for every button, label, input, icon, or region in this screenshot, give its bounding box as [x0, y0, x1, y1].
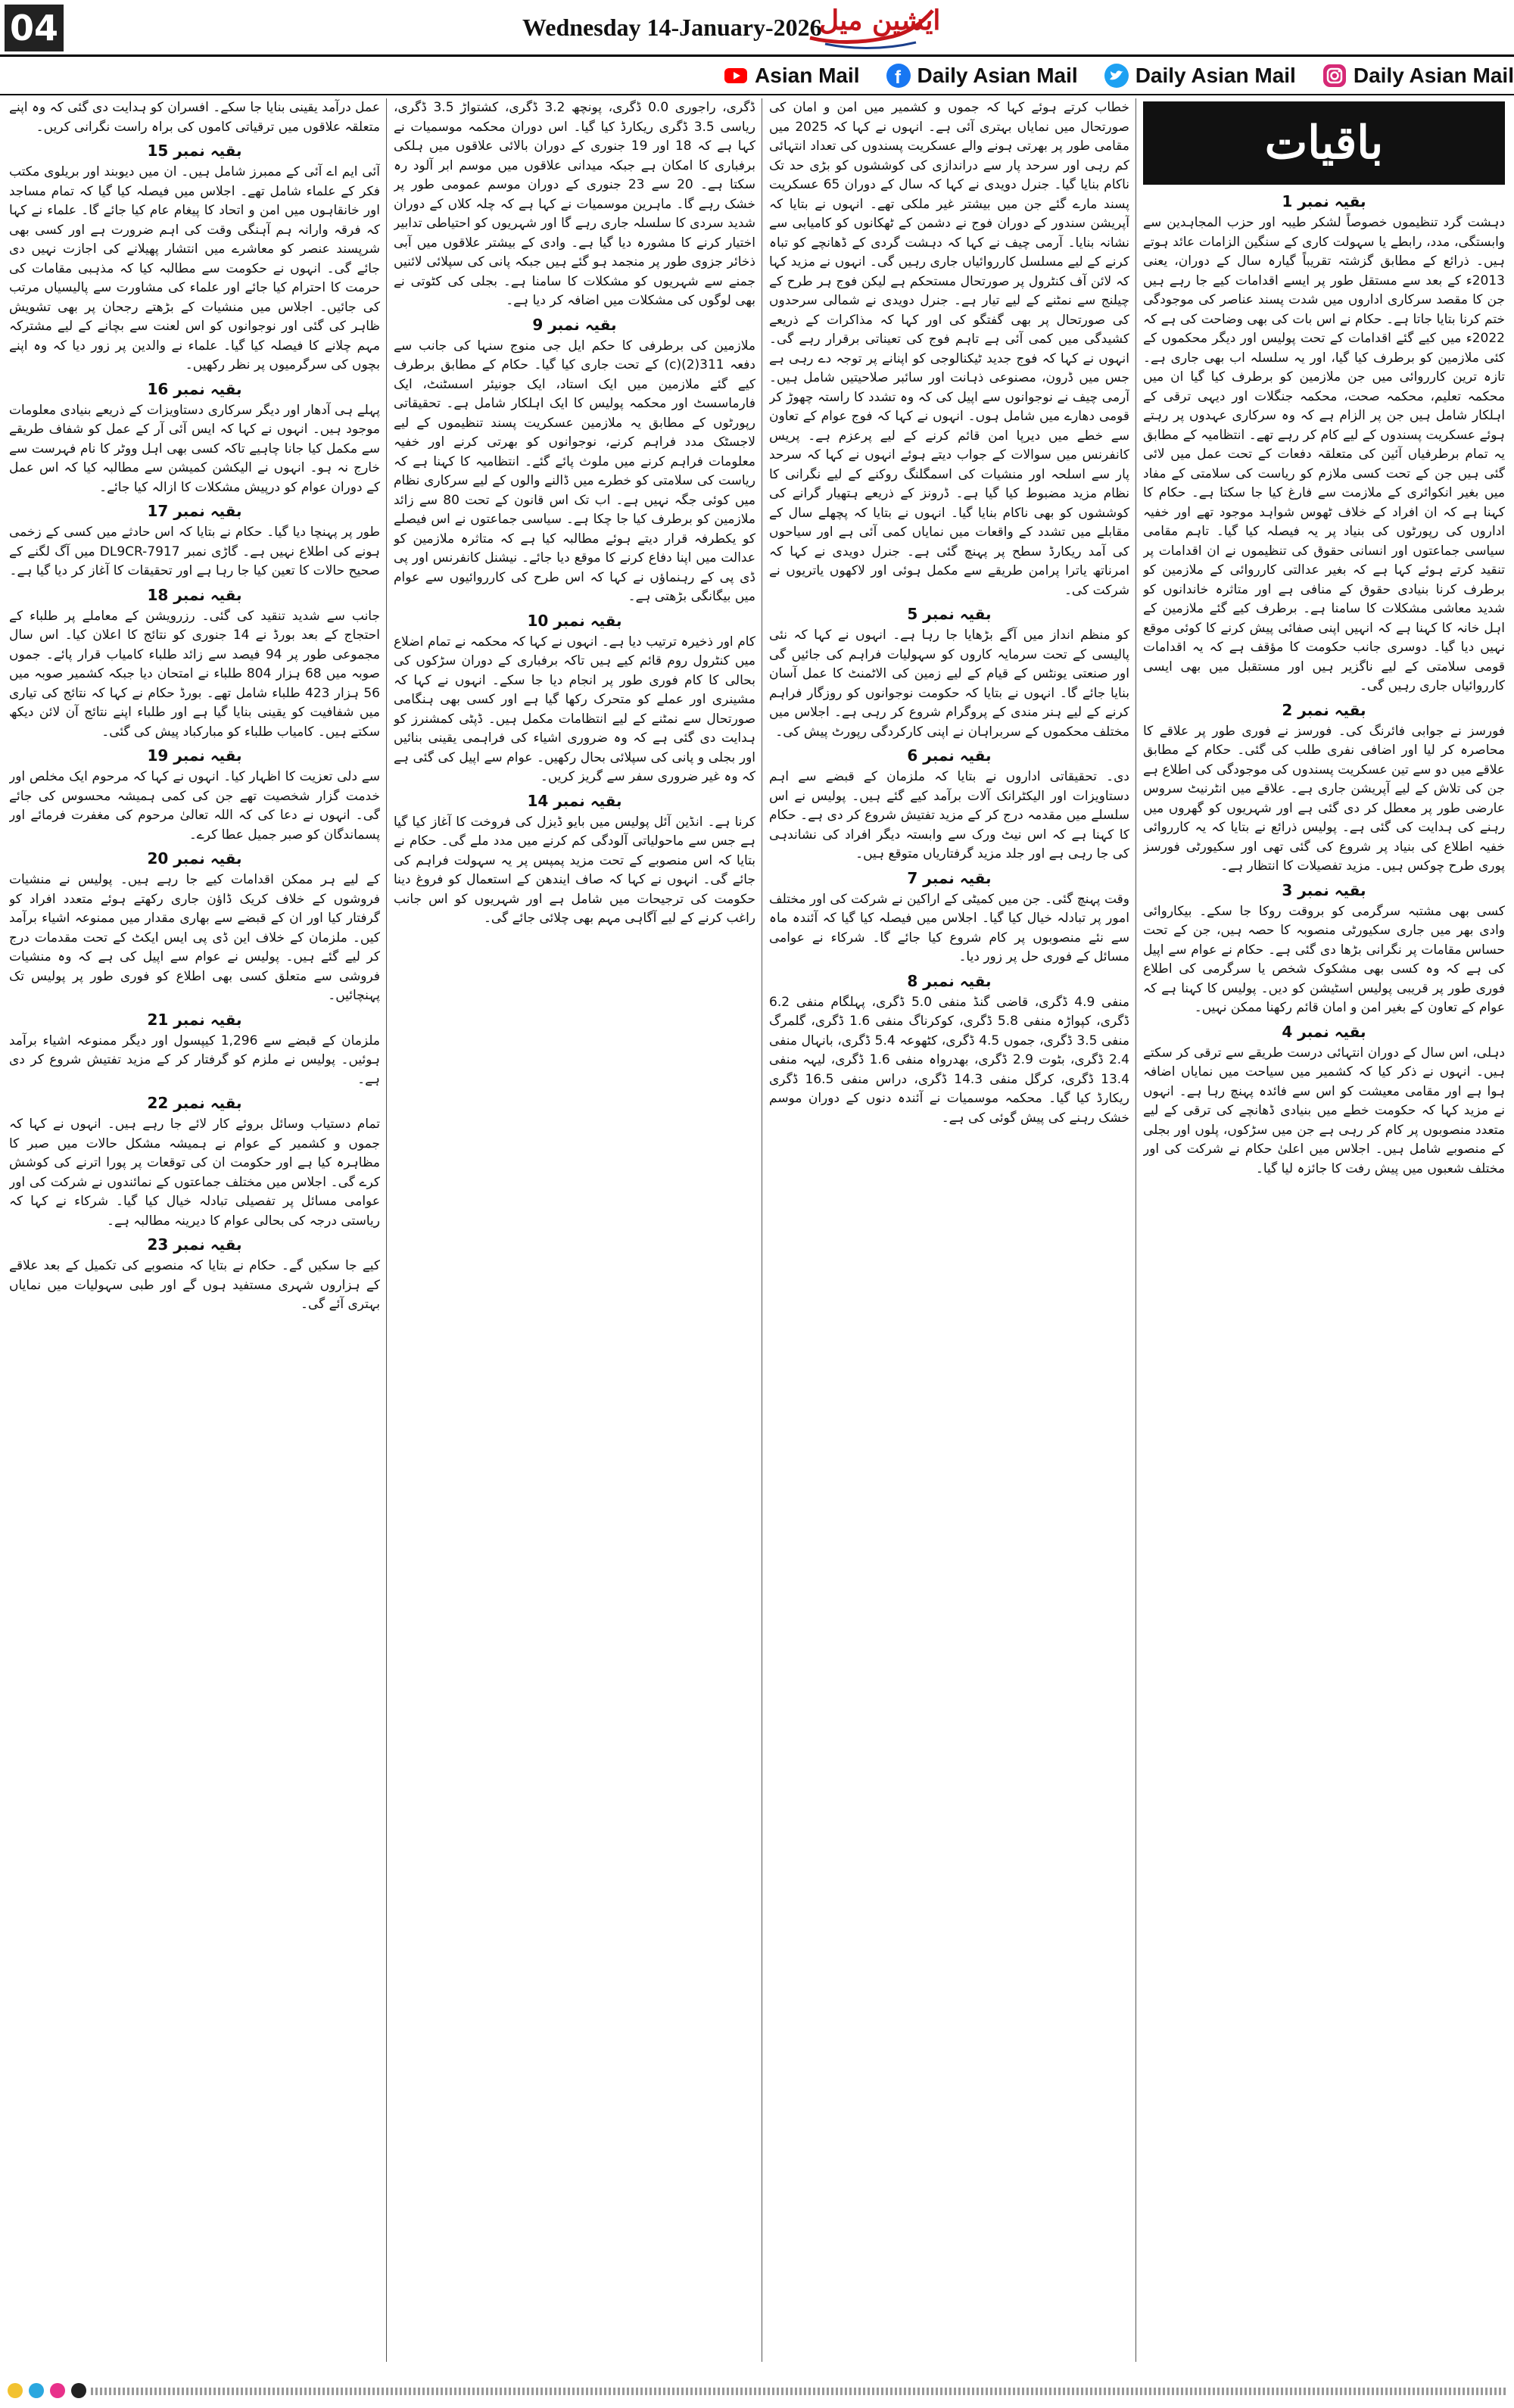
- column-2: [769, 98, 1129, 2362]
- article-body: کے لیے ہر ممکن اقدامات کیے جا رہے ہیں۔ پولیس نے منشیات فروشوں کے خلاف کریک ڈاؤن جاری رکھتے ہوئے متعدد افراد کو گرفتار کیا اور ان کے قبضے سے بھاری مقدار میں ممنوعہ اشیاء برآمد کیں۔ ملزمان کے خلاف این ڈی پی ایس ایکٹ کے تحت مقدمات درج کر لیے گئے ہیں۔ پولیس نے عوام سے اپیل کی ہے کہ وہ منشیات فروشی سے متعلق کسی بھی اطلاع کو فوری طور پر پولیس تک پہنچائیں۔: [9, 872, 380, 1003]
- article: [1143, 1023, 1505, 1179]
- page-number: 04: [5, 5, 64, 51]
- issue-date: Wednesday 14-January-2026: [522, 14, 822, 41]
- social-youtube-label: Asian Mail: [755, 64, 860, 87]
- article-body: منفی 4.9 ڈگری، قاضی گنڈ منفی 5.0 ڈگری، پہلگام منفی 6.2 ڈگری، کپواڑہ منفی 5.8 ڈگری، کوکرناگ منفی 1.6 ڈگری، گلمرگ منفی 3.5 ڈگری، جموں 4.5 ڈگری، کٹھوعہ 5.4 ڈگری، بانہال منفی 2.4 ڈگری، بٹوت 2.9 ڈگری، بھدرواہ منفی 1.6 ڈگری، لیہہ منفی 13.4 ڈگری، کرگل منفی 14.3 ڈگری، دراس منفی 16.5 ڈگری ریکارڈ کیا گیا۔ محکمہ موسمیات نے آئندہ دنوں کے دوران موسم خشک رہنے کی پیش گوئی کی ہے۔: [769, 994, 1129, 1126]
- article: [769, 746, 1129, 864]
- article: [9, 586, 380, 743]
- article: [394, 792, 755, 929]
- column-baqiyat: [1143, 98, 1505, 2362]
- youtube-icon: [723, 63, 749, 89]
- article-heading: بقیہ نمبر 6: [907, 746, 992, 765]
- article-heading: بقیہ نمبر 15: [147, 142, 242, 160]
- article-heading: بقیہ نمبر 4: [1282, 1022, 1366, 1041]
- article-body: تمام دستیاب وسائل بروئے کار لائے جا رہے ہیں۔ انہوں نے کہا کہ جموں و کشمیر کے عوام نے ہمیشہ مشکل حالات میں صبر کا مظاہرہ کیا ہے اور حکومت ان کی توقعات پر پورا اترنے کی کوشش کرے گی۔ اجلاس میں مختلف جماعتوں کے نمائندوں نے شرکت کی اور عوامی مسائل پر تفصیلی تبادلہ خیال کیا گیا۔ شرکاء نے کہا کہ ریاستی درجہ کی بحالی عوام کا دیرینہ مطالبہ ہے۔: [9, 1117, 380, 1229]
- article-heading: بقیہ نمبر 22: [147, 1094, 242, 1112]
- article-body: خطاب کرتے ہوئے کہا کہ جموں و کشمیر میں امن و امان کی صورتحال میں نمایاں بہتری آئی ہے۔ انہوں نے کہا کہ 2025 میں مقامی طور پر بھرتی ہونے والے عسکریت پسندوں کی تعداد انتہائی کم رہی اور سرحد پار سے دراندازی کی کوششوں کو بڑی حد تک ناکام بنایا گیا۔ جنرل دویدی نے کہا کہ سال کے دوران 65 عسکریت پسند مارے گئے جن میں بیشتر غیر ملکی تھے۔ انہوں نے بتایا کہ آپریشن سندور کے دوران فوج نے دشمن کے ٹھکانوں کو کامیابی سے نشانہ بنایا۔ آرمی چیف نے کہا کہ دہشت گردی کے ڈھانچے کو تباہ کرنے کے لیے مسلسل کارروائیاں جاری رہیں گی۔ انہوں نے مزید کہا کہ لائن آف کنٹرول پر صورتحال مستحکم ہے لیکن فوج ہر طرح کے چیلنج سے نمٹنے کے لیے تیار ہے۔ جنرل دویدی نے شمالی سرحدوں کی صورتحال پر بھی گفتگو کی اور کہا کہ مذاکرات کے ذریعے کشیدگی میں کمی آئی ہے تاہم فوج کی تعیناتی برقرار رہے گی۔ انہوں نے کہا کہ فوج جدید ٹیکنالوجی کو اپنانے پر توجہ دے رہی ہے جس میں ڈرون، مصنوعی ذہانت اور سائبر صلاحیتیں شامل ہیں۔ آرمی چیف نے نوجوانوں سے اپیل کی کہ وہ تشدد کا راستہ چھوڑ کر قومی دھارے میں شامل ہوں۔ انہوں نے کہا کہ فوج عوام کے تعاون سے خطے میں دیرپا امن قائم کرنے کے لیے پرعزم ہے۔ پریس کانفرنس میں سوالات کے جواب دیتے ہوئے انہوں نے کہا کہ سرحد پار سے اسلحہ اور منشیات کی اسمگلنگ روکنے کے لیے نگرانی کا نظام مزید مضبوط کیا گیا ہے۔ ڈرونز کے ذریعے ہتھیار گرانے کی کوششوں کو بھی ناکام بنایا گیا۔ انہوں نے بتایا کہ پچھلے سال کے مقابلے میں تشدد کے واقعات میں نمایاں کمی آئی ہے اور سیاحوں کی آمد ریکارڈ سطح پر پہنچ گئی ہے۔ جنرل دویدی نے کہا کہ امرناتھ یاترا پرامن طریقے سے مکمل ہوئی اور لاکھوں یاتریوں نے شرکت کی۔: [769, 100, 1129, 598]
- article-heading: بقیہ نمبر 18: [147, 585, 242, 604]
- article-heading: بقیہ نمبر 5: [907, 605, 992, 623]
- column-3: [394, 98, 755, 2362]
- article-heading: بقیہ نمبر 10: [527, 611, 622, 630]
- twitter-icon: [1104, 63, 1129, 89]
- article: [9, 98, 380, 137]
- section-title: باقیات: [1143, 101, 1505, 185]
- article: [1143, 881, 1505, 1018]
- article: [9, 746, 380, 845]
- article: [9, 502, 380, 581]
- article-body: طور پر پہنچا دیا گیا۔ حکام نے بتایا کہ اس حادثے میں کسی کے زخمی ہونے کی اطلاع نہیں ہے۔ گاڑی نمبر DL9CR-7917 میں آگ لگنے کے صحیح حالات کا تعین کیا جا رہا ہے اور تحقیقات کا آغاز کر دیا گیا ہے۔: [9, 525, 380, 578]
- footer-dot: [29, 2383, 44, 2398]
- page-header: [0, 0, 1514, 98]
- article: [769, 869, 1129, 967]
- facebook-icon: [886, 63, 911, 89]
- social-twitter[interactable]: [1104, 63, 1296, 89]
- footer-color-dots: [8, 2383, 86, 2398]
- article: [769, 972, 1129, 1129]
- article-heading: بقیہ نمبر 2: [1282, 700, 1366, 719]
- article-heading: بقیہ نمبر 9: [532, 315, 617, 334]
- article-body: سے دلی تعزیت کا اظہار کیا۔ انہوں نے کہا کہ مرحوم ایک مخلص اور خدمت گزار شخصیت تھے جن کی کمی ہمیشہ محسوس کی جائے گی۔ انہوں نے دعا کی کہ اللہ تعالیٰ مرحوم کی مغفرت فرمائے اور پسماندگان کو صبر جمیل عطا کرے۔: [9, 769, 380, 843]
- article: [9, 380, 380, 498]
- article-body: کسی بھی مشتبہ سرگرمی کو بروقت روکا جا سکے۔ بیکاروائی وادی بھر میں جاری سکیورٹی منصوبہ کا حصہ ہیں، جن کے تحت حساس مقامات پر نگرانی بڑھا دی گئی ہے۔ حکام نے عوام سے اپیل کی ہے کہ وہ کسی بھی مشکوک شخص یا سرگرمی کی اطلاع فوری طور پر قریبی پولیس اسٹیشن کو دیں۔ پولیس کا کہنا ہے کہ عوام کے تعاون کے بغیر امن و امان قائم رکھنا ممکن نہیں۔: [1143, 903, 1505, 1015]
- article-body: ملزمان کے قبضے سے 1,296 کیپسول اور دیگر ممنوعہ اشیاء برآمد ہوئیں۔ پولیس نے ملزم کو گرفتار کر کے مزید تفتیش شروع کر دی ہے۔: [9, 1033, 380, 1087]
- article: [9, 1235, 380, 1315]
- article-heading: بقیہ نمبر 1: [1282, 192, 1366, 210]
- article-heading: بقیہ نمبر 23: [147, 1235, 242, 1254]
- article: [394, 98, 755, 311]
- article-body: عمل درآمد یقینی بنایا جا سکے۔ افسران کو ہدایت دی گئی کہ وہ اپنے متعلقہ علاقوں میں ترقیاتی کاموں کی براہ راست نگرانی کریں۔: [9, 100, 380, 135]
- page-footer: [0, 2377, 1514, 2408]
- instagram-icon: [1322, 63, 1347, 89]
- article-heading: بقیہ نمبر 3: [1282, 880, 1366, 899]
- article-body: کو منظم انداز میں آگے بڑھایا جا رہا ہے۔ انہوں نے کہا کہ نئی پالیسی کے تحت سرمایہ کاروں کو سہولیات فراہم کی جائیں گی اور صنعتی یونٹس کے قیام کے لیے زمین کی الاٹمنٹ کا عمل آسان بنایا جائے گا۔ انہوں نے بتایا کہ حکومت نوجوانوں کو روزگار فراہم کرنے کے لیے ہنر مندی کے پروگرام شروع کر رہی ہے۔ اجلاس میں مختلف محکموں کے سربراہان نے اپنی کارکردگی رپورٹ پیش کی۔: [769, 628, 1129, 740]
- social-facebook-label: Daily Asian Mail: [917, 64, 1078, 87]
- article-body: کام اور ذخیرہ ترتیب دیا ہے۔ انہوں نے کہا کہ محکمہ نے تمام اضلاع میں کنٹرول روم قائم کیے ہیں تاکہ برفباری کے دوران سڑکوں کی بحالی کا کام فوری طور پر انجام دیا جا سکے۔ انہوں نے کہا کہ مشینری اور عملے کو متحرک رکھا گیا ہے اور کسی بھی ہنگامی صورتحال سے نمٹنے کے لیے انتظامات مکمل ہیں۔ ڈپٹی کمشنرز کو ہدایت دی گئی ہے کہ وہ ضروری اشیاء کی فراہمی یقینی بنائیں اور بجلی و پانی کی سپلائی بحال رکھیں۔ عوام سے اپیل کی گئی ہے کہ وہ غیر ضروری سفر سے گریز کریں۔: [394, 634, 755, 784]
- footer-dot: [50, 2383, 65, 2398]
- article-heading: بقیہ نمبر 19: [147, 746, 242, 765]
- social-youtube[interactable]: [723, 63, 859, 89]
- article-heading: بقیہ نمبر 7: [907, 868, 992, 887]
- social-divider: [0, 94, 1514, 95]
- svg-text:f: f: [894, 67, 901, 88]
- article-body: دی۔ تحقیقاتی اداروں نے بتایا کہ ملزمان کے قبضے سے اہم دستاویزات اور الیکٹرانک آلات برآمد کیے گئے ہیں۔ پولیس نے اس سلسلے میں مقدمہ درج کر کے مزید تفتیش شروع کر دی ہے۔ حکام کا کہنا ہے کہ اس نیٹ ورک سے وابستہ دیگر افراد کی نشاندہی کی جا رہی ہے اور جلد مزید گرفتاریاں متوقع ہیں۔: [769, 769, 1129, 861]
- column-divider: [386, 98, 387, 2362]
- column-4: [9, 98, 380, 2362]
- article: [394, 316, 755, 607]
- article-heading: بقیہ نمبر 16: [147, 379, 242, 398]
- masthead-title: ایشین میل: [819, 5, 941, 36]
- article-body: دہشت گرد تنظیموں خصوصاً لشکر طیبہ اور حزب المجاہدین سے وابستگی، مدد، رابطے یا سہولت کاری کے سنگین الزامات عائد ہوتے ہیں۔ ذرائع کے مطابق گزشتہ تقریباً گیارہ سال کے دوران، یعنی 2013ء کے بعد سے مستقل طور پر ایسے اقدامات کیے جا رہے ہیں جن کا مقصد سرکاری اداروں میں شدت پسند عناصر کی موجودگی ختم کرنا بتایا جاتا ہے۔ حکام نے اس بات کی بھی وضاحت کی ہے کہ 2022ء میں کیے گئے اقدامات کے تحت پولیس اور دیگر محکموں کے کئی ملازمین کو برطرف کیا گیا، اور یہ سلسلہ اب بھی جاری ہے۔ تازہ ترین کارروائی میں جن ملازمین کو برطرف کیا گیا ان میں محکمہ تعلیم، محکمہ صحت، محکمہ جنگلات اور دیہی ترقی کے اہلکار شامل ہیں جن پر الزام ہے کہ وہ سرکاری عہدوں پر رہتے ہوئے عسکریت پسندوں کے لیے کام کر رہے تھے۔ انتظامیہ کے مطابق یہ تمام برطرفیاں آئین کی متعلقہ دفعات کے تحت عمل میں لائی گئی ہیں جن کے تحت کسی ملازم کو ریاست کی سلامتی کے مفاد میں بغیر انکوائری کے ملازمت سے فارغ کیا جا سکتا ہے۔ حکام کا کہنا ہے کہ ان افراد کے خلاف ٹھوس شواہد موجود تھے اور خفیہ اداروں کی رپورٹوں کی بنیاد پر یہ فیصلہ کیا گیا۔ تاہم مقامی سیاسی جماعتوں اور انسانی حقوق کی تنظیموں نے ان اقدامات پر تنقید کرتے ہوئے کہا ہے کہ بغیر عدالتی کارروائی کے ملازمین کو برطرف کرنا بنیادی حقوق کے منافی ہے اور متاثرہ خاندانوں کو شدید معاشی مشکلات کا سامنا ہے۔ برطرف کیے گئے ملازمین کے اہل خانہ کا کہنا ہے کہ انہیں اپنی صفائی پیش کرنے کا کوئی موقع نہیں دیا گیا۔ دوسری جانب حکومت کا مؤقف ہے کہ یہ اقدامات قومی سلامتی کے لیے ناگزیر ہیں اور مستقبل میں بھی ایسی کارروائیاں جاری رہیں گی۔: [1143, 215, 1505, 693]
- article: [769, 98, 1129, 600]
- social-twitter-label: Daily Asian Mail: [1135, 64, 1296, 87]
- article-body: آئی ایم اے آئی کے ممبرز شامل ہیں۔ ان میں دیوبند اور بریلوی مکتب فکر کے علماء شامل تھے۔ اجلاس میں فیصلہ کیا گیا کہ تمام مساجد اور خانقاہوں میں امن و اتحاد کا پیغام عام کیا جائے گا۔ علماء نے کہا کہ فرقہ وارانہ ہم آہنگی وقت کی اہم ضرورت ہے اور کسی بھی شرپسند عنصر کو معاشرے میں انتشار پھیلانے کی اجازت نہیں دی جائے گی۔ انہوں نے حکومت سے مطالبہ کیا کہ مذہبی مقامات کی حرمت کا احترام کیا جائے اور علماء کی مشاورت سے پالیسیاں مرتب کی جائیں۔ اجلاس میں منشیات کے بڑھتے رجحان پر بھی تشویش ظاہر کی گئی اور نوجوانوں کو اس لعنت سے بچانے کے لیے مشترکہ مہم چلانے کا فیصلہ کیا گیا۔ علماء نے والدین پر زور دیا کہ وہ اپنے بچوں کی سرگرمیوں پر نظر رکھیں۔: [9, 164, 380, 372]
- article-heading: بقیہ نمبر 20: [147, 849, 242, 868]
- article: [9, 1011, 380, 1090]
- article-body: ڈگری، راجوری 0.0 ڈگری، پونچھ 3.2 ڈگری، کشتواڑ 3.5 ڈگری، ریاسی 3.5 ڈگری ریکارڈ کیا گیا۔ اس دوران محکمہ موسمیات نے کہا ہے کہ 18 اور 19 جنوری کے دوران بالائی علاقوں میں ہلکی برفباری کا امکان ہے جبکہ میدانی علاقوں میں موسم ابر آلود رہ سکتا ہے۔ 20 سے 23 جنوری کے دوران موسم عمومی طور پر خشک رہے گا۔ ماہرین موسمیات نے کہا ہے کہ چلہ کلاں کے دوران شدید سردی کا سلسلہ جاری رہے گا اور شہریوں کو احتیاطی تدابیر اختیار کرنے کا مشورہ دیا گیا ہے۔ وادی کے بیشتر علاقوں میں آبی ذخائر جزوی طور پر منجمد ہو گئے ہیں جبکہ پانی کی سپلائی لائنیں جمنے سے شہریوں کو مشکلات کا سامنا ہے۔ بجلی کی کٹوتی نے بھی لوگوں کی مشکلات میں اضافہ کر دیا ہے۔: [394, 100, 755, 308]
- article-body: ملازمین کی برطرفی کا حکم ایل جی منوج سنہا کی جانب سے دفعہ 311(2)(c) کے تحت جاری کیا گیا۔ حکام کے مطابق برطرف کیے گئے ملازمین میں ایک استاد، ایک جونیئر اسسٹنٹ، ایک فارماسسٹ اور محکمہ پولیس کا ایک اہلکار شامل ہے۔ تحقیقاتی رپورٹوں کے مطابق یہ ملازمین عسکریت پسند تنظیموں کے لیے لاجسٹک مدد فراہم کرنے، نوجوانوں کو بھرتی کرنے اور خفیہ معلومات فراہم کرنے میں ملوث پائے گئے۔ انتظامیہ کا کہنا ہے کہ ریاست کی سلامتی کو خطرے میں ڈالنے والوں کے لیے سرکاری نظام میں کوئی جگہ نہیں ہے۔ اب تک اس قانون کے تحت 80 سے زائد ملازمین کو برطرف کیا جا چکا ہے۔ سیاسی جماعتوں نے اس فیصلے کو یکطرفہ قرار دیتے ہوئے مطالبہ کیا ہے کہ متاثرہ ملازمین کو عدالت میں اپنا دفاع کرنے کا موقع دیا جائے۔ نیشنل کانفرنس اور پی ڈی پی کے رہنماؤں نے کہا کہ اس طرح کی کارروائیوں سے عوام میں بیگانگی بڑھتی ہے۔: [394, 338, 755, 604]
- footer-dot: [71, 2383, 86, 2398]
- header-divider: [0, 55, 1514, 57]
- article-heading: بقیہ نمبر 21: [147, 1010, 242, 1029]
- page-body: [0, 98, 1514, 2369]
- article-body: کرنا ہے۔ انڈین آئل پولیس میں بایو ڈیزل کی فروخت کا آغاز کیا گیا ہے جس سے ماحولیاتی آلودگی کم کرنے میں مدد ملے گی۔ حکام نے بتایا کہ اس منصوبے کے تحت مزید پمپس پر یہ سہولت فراہم کی جائے گی۔ انہوں نے کہا کہ صاف ایندھن کے استعمال کو فروغ دینا حکومت کی ترجیحات میں شامل ہے اور شہریوں کو اس جانب راغب کرنے کے لیے آگاہی مہم بھی چلائی جائے گی۔: [394, 814, 755, 926]
- footer-dot: [8, 2383, 23, 2398]
- article-body: وقت پہنچ گئی۔ جن میں کمیٹی کے اراکین نے شرکت کی اور مختلف امور پر تبادلہ خیال کیا گیا۔ اجلاس میں فیصلہ کیا گیا کہ آئندہ ماہ سے نئے منصوبوں پر کام شروع کیا جائے گا۔ شرکاء نے عوامی مسائل کے فوری حل پر زور دیا۔: [769, 891, 1129, 964]
- article-body: کیے جا سکیں گے۔ حکام نے بتایا کہ منصوبے کی تکمیل کے بعد علاقے کے ہزاروں شہری مستفید ہوں گے اور طبی سہولیات میں نمایاں بہتری آئے گی۔: [9, 1258, 380, 1312]
- article: [9, 1094, 380, 1231]
- article: [1143, 701, 1505, 877]
- social-links: [378, 59, 1514, 92]
- article: [9, 142, 380, 375]
- social-instagram-label: Daily Asian Mail: [1353, 64, 1514, 87]
- article-heading: بقیہ نمبر 8: [907, 971, 992, 990]
- footer-stripe: [91, 2388, 1506, 2395]
- article-body: جانب سے شدید تنقید کی گئی۔ رزرویشن کے معاملے پر طلباء کے احتجاج کے بعد بورڈ نے 14 جنوری کو نتائج کا اعلان کیا۔ اس سال مجموعی طور پر 94 فیصد سے زائد طلباء کامیاب قرار پائے۔ جموں صوبہ میں 68 ہزار 804 طلباء نے امتحان دیا جبکہ کشمیر صوبہ میں 56 ہزار 423 طلباء شامل تھے۔ بورڈ حکام نے کہا کہ نتائج کی تیاری میں شفافیت کو یقینی بنایا گیا ہے اور طلباء اپنے نتائج آن لائن دیکھ سکتے ہیں۔ کامیاب طلباء کو مبارکباد پیش کی گئی۔: [9, 608, 380, 740]
- article: [9, 849, 380, 1006]
- social-facebook[interactable]: [886, 63, 1078, 89]
- article-heading: بقیہ نمبر 17: [147, 502, 242, 520]
- article-body: فورسز نے جوابی فائرنگ کی۔ فورسز نے فوری طور پر علاقے کا محاصرہ کر لیا اور اضافی نفری طلب کی گئی۔ حکام کے مطابق علاقے میں دو سے تین عسکریت پسندوں کی موجودگی کی اطلاع ہے جن کی تلاش کے لیے آپریشن جاری ہے۔ علاقے میں انٹرنیٹ سروس عارضی طور پر معطل کر دی گئی ہے اور شہریوں کو گھروں میں رہنے کی ہدایت کی گئی ہے۔ پولیس ذرائع نے بتایا کہ یہ کارروائی خفیہ اطلاع کی بنیاد پر شروع کی گئی تھی اور سکیورٹی فورسز پوری طرح چوکس ہیں۔ مزید تفصیلات کا انتظار ہے۔: [1143, 723, 1505, 874]
- article: [769, 605, 1129, 742]
- article: [1143, 192, 1505, 696]
- social-instagram[interactable]: [1322, 63, 1514, 89]
- article: [394, 612, 755, 787]
- article-body: پہلے ہی آدھار اور دیگر سرکاری دستاویزات کے ذریعے بنیادی معلومات موجود ہیں۔ انہوں نے کہا کہ ایس آئی آر کے عمل کو شفاف طریقے سے مکمل کیا جانا چاہیے تاکہ کسی بھی اہل ووٹر کا نام فہرست سے خارج نہ ہو۔ انہوں نے الیکشن کمیشن سے مطالبہ کیا کہ اس عمل کے دوران عوام کو درپیش مشکلات کا ازالہ کیا جائے۔: [9, 402, 380, 495]
- article-heading: بقیہ نمبر 14: [527, 791, 622, 810]
- article-body: دہلی، اس سال کے دوران انتہائی درست طریقے سے ترقی کر سکتے ہیں۔ انہوں نے ذکر کیا کہ کشمیر میں سیاحت میں نمایاں اضافہ ہوا ہے اور مقامی معیشت کو اس سے فائدہ پہنچ رہا ہے۔ انہوں نے مزید کہا کہ حکومت خطے میں بنیادی ڈھانچے کی ترقی کے لیے متعدد منصوبوں پر کام کر رہی ہے جن میں سڑکوں، پلوں اور بجلی کے منصوبے شامل ہیں۔ اجلاس میں اعلیٰ حکام نے شرکت کی اور مختلف شعبوں میں پیش رفت کا جائزہ لیا گیا۔: [1143, 1045, 1505, 1176]
